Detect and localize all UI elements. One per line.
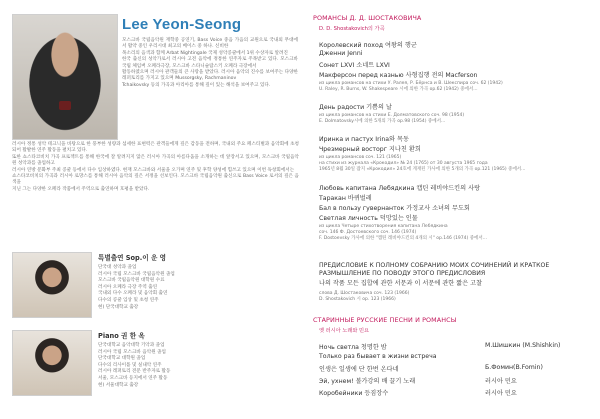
program-item: Коробейники 등짐장수 <box>319 390 389 397</box>
section-subtitle: D. D. Shostakovich의 가곡 <box>319 26 385 32</box>
singer-bio-top <box>122 38 298 89</box>
performer-soprano <box>12 252 302 322</box>
program-item: Любовь капитана Лебядкина 캡틴 레비야드킨의 사랑 <box>319 185 481 192</box>
performer-title: Piano 권 한 옥 <box>98 332 145 340</box>
program-item: Королевский поход 여왕의 행군 <box>319 42 417 49</box>
bio-line: 목소리의 음색과 함께 Arbat Nightingale 국제 성악콩쿨에서 1위 수상자로 알려진 <box>122 50 288 56</box>
program-item: Бал в пользу гувернанток 가정교사 소녀의 무도회 <box>319 205 470 212</box>
pianist-photo <box>12 330 92 396</box>
program-item: Только раз бывает в жизни встреча <box>319 353 437 360</box>
bio-line: 지닌 그는 다양한 오페라 작품에서 주역으로 출연하며 호평을 받았다. <box>12 186 150 192</box>
performer-line: 단국대 성악과 졸업 <box>98 265 137 270</box>
performer-line: 서울, 모스크바 등지에서 연주 활동 <box>98 375 168 381</box>
singer-bio-bottom <box>12 142 299 193</box>
program-note: 1965년 8월 30일 잡지 «Крокодил» 24호에 게재된 가사에 의한 5개의 가곡 op.121 (1965) 중에서... <box>319 167 526 172</box>
performer-piano <box>12 330 302 402</box>
program-composer: 러시아 민요 <box>485 390 517 397</box>
program-note: слова Д. Шостаковича соч. 123 (1966) <box>319 291 410 296</box>
performer-line: 국내외 다수 오페라 및 음악회 출연 <box>98 291 168 297</box>
program-item: Дженни Jenni <box>319 50 363 57</box>
program-item: День радости 기쁨의 날 <box>319 104 392 111</box>
bio-line: 러시아 정통 성악 테크닉을 바탕으로 한 풍부한 성량과 섬세한 표현력은 관객들에게 깊은 감동을 전하며, 국내외 주요 페스티벌과 음악회에 초청되어 활발한 연주 활동을 펼치고 있다. <box>12 142 299 154</box>
program-note: из цикла Четыре стихотворения капитана Лебядкина <box>319 224 448 229</box>
bowtie-icon <box>59 101 71 110</box>
singer-name: Lee Yeon-Seong <box>122 16 242 33</box>
performer-line: 다수의 콩쿨 입상 및 초청 연주 <box>98 297 159 303</box>
program-item: Сонет LXVI 소네트 LXVI <box>319 62 390 69</box>
program-item: 인생은 일생에 단 한번 온다네 <box>319 366 399 373</box>
section-title-old-romances: СТАРИННЫЕ РУССКИЕ ПЕСНИ И РОМАНСЫ <box>313 316 457 324</box>
program-note: из цикла романсов на стихи Е. Долматовского соч. 98 (1954) <box>319 113 465 118</box>
program-item: Ночь светла 청명한 밤 <box>319 344 387 351</box>
performer-line: 모스크바 국립음악원 대학원 수료 <box>98 278 165 284</box>
bio-line: 쇼스타코비치의 가곡과 러시아 로망스를 통해 러시아 음악의 깊은 서정을 선보인다. 모스크바 국립음악원 출신으로 Bass Voice 로서의 깊은 음색을 <box>12 174 299 186</box>
performer-line: 현) 서울대학교 출강 <box>98 382 139 388</box>
performer-line: 러시아 오페라 극장 주역 출연 <box>98 284 158 290</box>
performer-title: 특별출연 Sop.이 운 영 <box>98 254 166 262</box>
program-item: Чрезмерный восторг 지나친 환희 <box>319 146 421 153</box>
performer-line: 단국대학교 음악대학 기악과 졸업 <box>98 343 165 348</box>
bio-line: 러시아 연방 문화부 주최 콩쿨 등에서 다수 입상하였다. 현재 모스크바와 서울을 오가며 연주 및 후학 양성에 힘쓰고 있으며 이번 독창회에서는 <box>12 167 295 173</box>
bio-line: 한국 출신의 성악가로서 러시아 고전 음악에 정통한 연주자로 주목받고 있다. 모스크바 국립 체임버 오페라극장, 모스크바 스타니슬랍스키 오페라 극장에서 <box>122 57 298 69</box>
performer-line: 단국대학교 대학원 졸업 <box>98 356 146 362</box>
section-subtitle: 옛 러시아 노래와 민요 <box>319 328 370 334</box>
performer-line: 러시아 국립 모스크바 국립음악원 졸업 <box>98 271 175 277</box>
program-item: Эй, ухнем! 볼가강의 배 끌기 노래 <box>319 378 416 385</box>
section-title-shostakovich: РОМАНСЫ Д. Д. ШОСТАКОВИЧА <box>313 14 422 22</box>
performer-info <box>98 252 298 311</box>
singer-photo <box>12 14 118 140</box>
program-note: из цикла романсов на стихи У. Ралея, Р. Бёрнса и В. Шекспира соч. 62 (1942) <box>319 81 503 86</box>
program-note: D. Shostakovich 시 op. 123 (1966) <box>319 297 396 302</box>
program-note: на стихи из журнала «Крокодил» № 24 (1765) от 30 августа 1965 года <box>319 161 488 166</box>
program-composer: М.Шишкин (M.Shishkin) <box>485 342 561 349</box>
program-column <box>305 0 600 419</box>
program-item: Иринка и пастух Irina와 목동 <box>319 136 409 143</box>
performer-line: 러시아 국립 모스크바 음악원 졸업 <box>98 349 166 355</box>
bio-line: Tchaikovsky 등의 가곡과 아리아를 통해 깊이 있는 해석을 보여주고 있다. <box>122 82 271 88</box>
performer-info <box>98 330 298 389</box>
program-note: E. Dolmatovsky시에 의한 5개의 가곡 op.98 (1954) 중에서... <box>319 119 446 124</box>
performer-line: 다수의 리사이틀 및 실내악 연주 <box>98 362 162 368</box>
program-item: Макферсон перед казнью 사형집행 전의 Macferson <box>319 72 478 79</box>
performer-line: 러시아 레퍼토리 전문 반주자로 활동 <box>98 369 171 375</box>
program-note: F. Dostoevsky 가사에 의한 "캡틴 레비야드킨의 4개의 시" op.146 (1974) 중에서... <box>319 236 488 241</box>
program-item: Таракан 바퀴벌레 <box>319 195 372 202</box>
preface-title: ПРЕДИСЛОВИЕ К ПОЛНОМУ СОБРАНИЮ МОИХ СОЧИНЕНИЙ И КРАТКОЕ РАЗМЫШЛЕНИЕ ПО ПОВОДУ ЭТОГО ПРЕДИСЛОВИЯ <box>319 262 550 277</box>
preface-title-ko: 나의 작품 모든 집합에 관한 서문과 이 서문에 관한 짧은 고찰 <box>319 280 483 287</box>
program-note: соч. 146 Ф. Достоевского соч. 146 (1974) <box>319 230 417 235</box>
bio-line: 모스크바 국립음악원 재학중 공연기, Bass Voice 중음 가음의 교원으로 국내외 무대에서 활약 중인 우리시대 최고의 베이스 중 하나. 신비한 <box>122 38 298 50</box>
program-composer: 러시아 민요 <box>485 378 517 385</box>
program-note: из цикла романсов соч. 121 (1965) <box>319 155 402 160</box>
bio-line: 활동하였으며 러시아 관객들의 큰 사랑을 받았다. 러시아 음악의 진수를 보여주는 다양한 레퍼토리를 가지고 있으며 Mussorgsky, Rachmaninov <box>122 70 298 82</box>
performer-line: 현) 단국대학교 출강 <box>98 304 139 310</box>
program-composer: Б.Фомин(B.Fomin) <box>485 364 543 371</box>
program-note: U. Raley, R. Burns, W. Shakespeare 시에 의한 가곡 op.62 (1942) 중에서... <box>319 87 478 92</box>
bio-line: 또한 쇼스타코비치 가곡 프로젝트를 통해 한국에 잘 알려지지 않은 러시아 가곡의 아름다움을 소개하는 데 앞장서고 있으며, 모스크바 국립음악원 성악과를 졸업하고 <box>12 154 299 167</box>
program-item: Светлая личность 덕망있는 인물 <box>319 215 418 222</box>
soprano-photo <box>12 252 92 318</box>
